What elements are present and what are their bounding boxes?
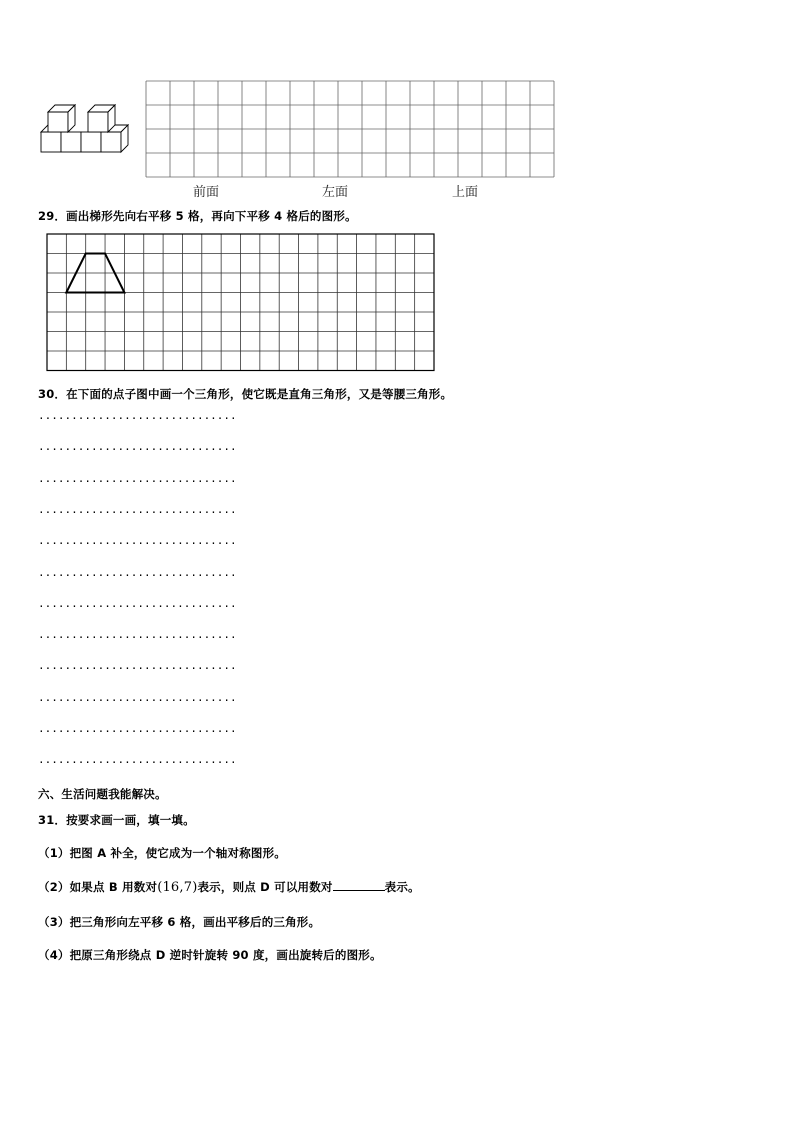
left-view-label: 左面 — [322, 185, 349, 200]
section-6-title: 六、生活问题我能解决。 — [38, 787, 167, 801]
dot-row: ······························ — [38, 474, 237, 488]
dot-row: ······························ — [38, 412, 237, 425]
dot-row: ······························ — [38, 693, 237, 707]
question-31-text: 31．按要求画一画，填一填。 — [38, 813, 195, 827]
question-31-part-3: （3）把三角形向左平移 6 格，画出平移后的三角形。 — [38, 915, 321, 929]
part-2-text-start: （2）如果点 B 用数对 — [38, 880, 158, 894]
top-view-label: 上面 — [452, 185, 479, 200]
coordinate-pair-b: (16,7) — [157, 880, 198, 895]
dot-row: ······························ — [38, 756, 237, 770]
dot-row: ······························ — [38, 568, 237, 582]
question-31-part-2 — [38, 879, 420, 895]
dot-row: ······························ — [38, 662, 237, 676]
dot-row: ······························ — [38, 725, 237, 738]
question-31-part-4: （4）把原三角形绕点 D 逆时针旋转 90 度，画出旋转后的图形。 — [38, 948, 382, 962]
part-2-text-end: 表示。 — [384, 880, 420, 894]
question-31-part-1: （1）把图 A 补全，使它成为一个轴对称图形。 — [38, 846, 287, 860]
dot-row: ······························ — [38, 599, 237, 613]
part-2-text-middle: 表示，则点 D 可以用数对 — [197, 880, 333, 894]
dot-row: ······························ — [38, 505, 237, 519]
dot-row: ······························ — [38, 443, 237, 457]
dot-row: ······························ — [38, 537, 237, 551]
dot-row: ······························ — [38, 631, 237, 645]
front-view-label: 前面 — [193, 185, 220, 200]
question-30-text: 30．在下面的点子图中画一个三角形，使它既是直角三角形，又是等腰三角形。 — [38, 387, 453, 401]
cube-stack-figure — [38, 100, 133, 156]
answer-blank-point-d[interactable] — [333, 880, 385, 891]
trapezoid-translation-grid — [47, 234, 434, 371]
view-answer-grid — [146, 81, 554, 177]
question-29-text: 29．画出梯形先向右平移 5 格，再向下平移 4 格后的图形。 — [38, 209, 357, 223]
